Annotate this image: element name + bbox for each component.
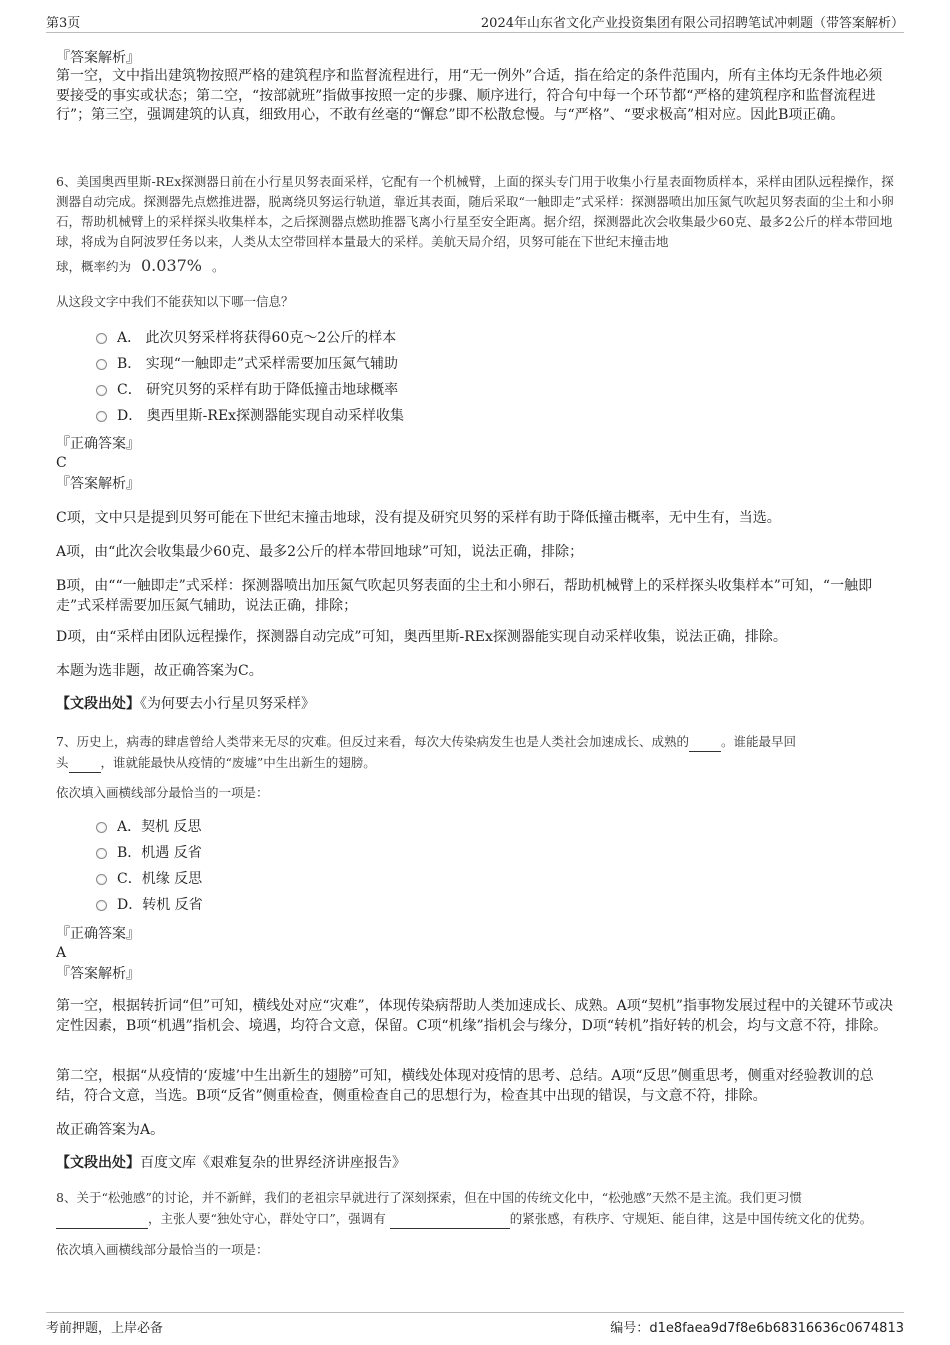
q6-option-d[interactable]: D． 奥西里斯-REx探测器能实现自动采样收集 <box>96 406 404 426</box>
q8-stem <box>56 1188 896 1229</box>
q6-answer-tag: 『正确答案』 <box>56 436 140 452</box>
q7-answer-tag: 『正确答案』 <box>56 926 140 942</box>
q7-option-b[interactable]: B．机遇 反省 <box>96 843 202 863</box>
page-footer <box>46 1312 904 1337</box>
q6-analysis-c: C项，文中只是提到贝努可能在下世纪末撞击地球，没有提及研究贝努的采样有助于降低撞击概率，无中生有，当选。 <box>56 510 781 526</box>
q5-analysis: 第一空，文中指出建筑物按照严格的建筑程序和监督流程进行，用“无一例外”合适，指在给定的条件范围内，所有主体均无条件地必须要接受的事实或状态；第二空，“按部就班”指做事按照一定的步骤、顺序进行，符合句中每一个环节都“严格的建筑程序和监督流程进行”；第三空，强调建筑的认真，细致用心，不敢有丝毫的“懈怠”即不松散怠慢。与“严格”、“要求极高”相对应。因此B项正确。 <box>56 68 883 123</box>
q7-option-d[interactable]: D．转机 反省 <box>96 895 203 915</box>
blank-2 <box>69 752 101 773</box>
q6-stem-end <box>56 256 896 277</box>
radio-icon[interactable] <box>96 822 107 833</box>
document-code: 编号：d1e8faea9d7f8e6b68316636c0674813 <box>610 1321 904 1336</box>
q6-analysis-b: B项，由““一触即走”式采样：探测器喷出加压氮气吹起贝努表面的尘土和小卵石，帮助机械臂上的采样探头收集样本”可知，“一触即走”式采样需要加压氮气辅助，说法正确，排除； <box>56 578 873 614</box>
q7-stem-line2: 头 ，谁就能最快从疫情的“废墟”中生出新生的翅膀。 <box>56 752 896 773</box>
q8-stem-line2: ，主张人要“独处守心，群处守口”，强调有 的紧张感，有秩序、守规矩、能自律，这是中国传统文化的优势。 <box>56 1208 896 1229</box>
q6-answer: C <box>56 455 67 471</box>
radio-icon[interactable] <box>96 411 107 422</box>
q7-conclusion: 故正确答案为A。 <box>56 1122 165 1138</box>
q5-analysis-tag: 『答案解析』 <box>56 50 140 66</box>
q7-analysis-1: 第一空，根据转折词“但”可知，横线处对应“灾难”，体现传染病帮助人类加速成长、成熟。A项“契机”指事物发展过程中的关键环节或决定性因素，B项“机遇”指机会、境遇，均符合文意，保留。C项“机缘”指机会与缘分，D项“转机”指好转的机会，均与文意不符，排除。 <box>56 998 894 1034</box>
q7-option-a[interactable]: A．契机 反思 <box>96 817 202 837</box>
radio-icon[interactable] <box>96 359 107 370</box>
blank-1 <box>689 731 721 752</box>
radio-icon[interactable] <box>96 333 107 344</box>
page-number: 第3页 <box>46 16 81 31</box>
q6-prompt: 从这段文字中我们不能获知以下哪一信息？ <box>56 294 294 309</box>
document-title: 2024年山东省文化产业投资集团有限公司招聘笔试冲刺题（带答案解析） <box>480 16 904 31</box>
radio-icon[interactable] <box>96 385 107 396</box>
q6-stem-end-prefix: 球，概率约为 <box>56 259 132 274</box>
source-label: 【文段出处】 <box>56 696 140 712</box>
blank-1 <box>56 1208 148 1229</box>
q6-analysis-tag: 『答案解析』 <box>56 476 140 492</box>
q8-prompt: 依次填入画横线部分最恰当的一项是： <box>56 1242 269 1257</box>
q8-stem-line1: 8、关于“松弛感”的讨论，并不新鲜，我们的老祖宗早就进行了深刻探索，但在中国的传统文化中，“松弛感”天然不是主流。我们更习惯 <box>56 1190 803 1205</box>
source-title: 《为何要去小行星贝努采样》 <box>140 696 315 712</box>
q7-answer: A <box>56 945 67 961</box>
q6-stem-main: 6、美国奥西里斯-REx探测器日前在小行星贝努表面采样，它配有一个机械臂，上面的探头专门用于收集小行星表面物质样本，采样由团队远程操作，探测器自动完成。探测器先点燃推进器，脱离绕贝努运行轨道，靠近其表面，随后采取“一触即走”式采样：探测器喷出加压氮气吹起贝努表面的尘土和小卵石，帮助机械臂上的采样探头收集样本，之后探测器点燃助推器飞离小行星至安全距离。据介绍，探测器此次会收集最少60克、最多2公斤的样本带回地球，将成为自阿波罗任务以来，人类从太空带回样本量最大的采样。美航天局介绍，贝努可能在下世纪末撞击地 <box>56 174 894 249</box>
q6-conclusion: 本题为选非题，故正确答案为C。 <box>56 663 263 679</box>
q7-stem <box>56 731 896 773</box>
q7-prompt: 依次填入画横线部分最恰当的一项是： <box>56 785 269 800</box>
radio-icon[interactable] <box>96 848 107 859</box>
q7-source <box>56 1153 896 1173</box>
q6-option-c[interactable]: C． 研究贝努的采样有助于降低撞击地球概率 <box>96 380 398 400</box>
q7-analysis-tag: 『答案解析』 <box>56 966 140 982</box>
q7-analysis-2: 第二空，根据“从疫情的‘废墟’中生出新生的翅膀”可知，横线处体现对疫情的思考、总结。A项“反思”侧重思考，侧重对经验教训的总结，符合文意，当选。B项“反省”侧重检查，侧重检查自己的思想行为，检查其中出现的错误，与文意不符，排除。 <box>56 1068 874 1104</box>
probability-value: 0.037% <box>141 256 203 275</box>
source-label: 【文段出处】 <box>56 1155 140 1171</box>
q6-source <box>56 694 896 714</box>
q6-stem-end-suffix: 。 <box>212 259 225 274</box>
page-header <box>46 10 904 33</box>
q7-stem-line1: 7、历史上，病毒的肆虐曾给人类带来无尽的灾难。但反过来看，每次大传染病发生也是人类社会加速成长、成熟的 。谁能最早回 <box>56 731 896 752</box>
q6-stem <box>56 172 896 252</box>
source-title: 百度文库《艰难复杂的世界经济讲座报告》 <box>140 1155 406 1171</box>
q6-analysis-d: D项，由“采样由团队远程操作，探测器自动完成”可知，奥西里斯-REx探测器能实现自动采样收集，说法正确，排除。 <box>56 629 787 645</box>
q6-option-a[interactable]: A． 此次贝努采样将获得60克～2公斤的样本 <box>96 328 396 348</box>
q7-option-c[interactable]: C．机缘 反思 <box>96 869 202 889</box>
radio-icon[interactable] <box>96 874 107 885</box>
footer-slogan: 考前押题，上岸必备 <box>46 1321 164 1336</box>
q6-option-b[interactable]: B． 实现“一触即走”式采样需要加压氮气辅助 <box>96 354 398 374</box>
blank-2 <box>390 1208 510 1229</box>
radio-icon[interactable] <box>96 900 107 911</box>
q6-analysis-a: A项，由“此次会收集最少60克、最多2公斤的样本带回地球”可知，说法正确，排除； <box>56 544 584 560</box>
